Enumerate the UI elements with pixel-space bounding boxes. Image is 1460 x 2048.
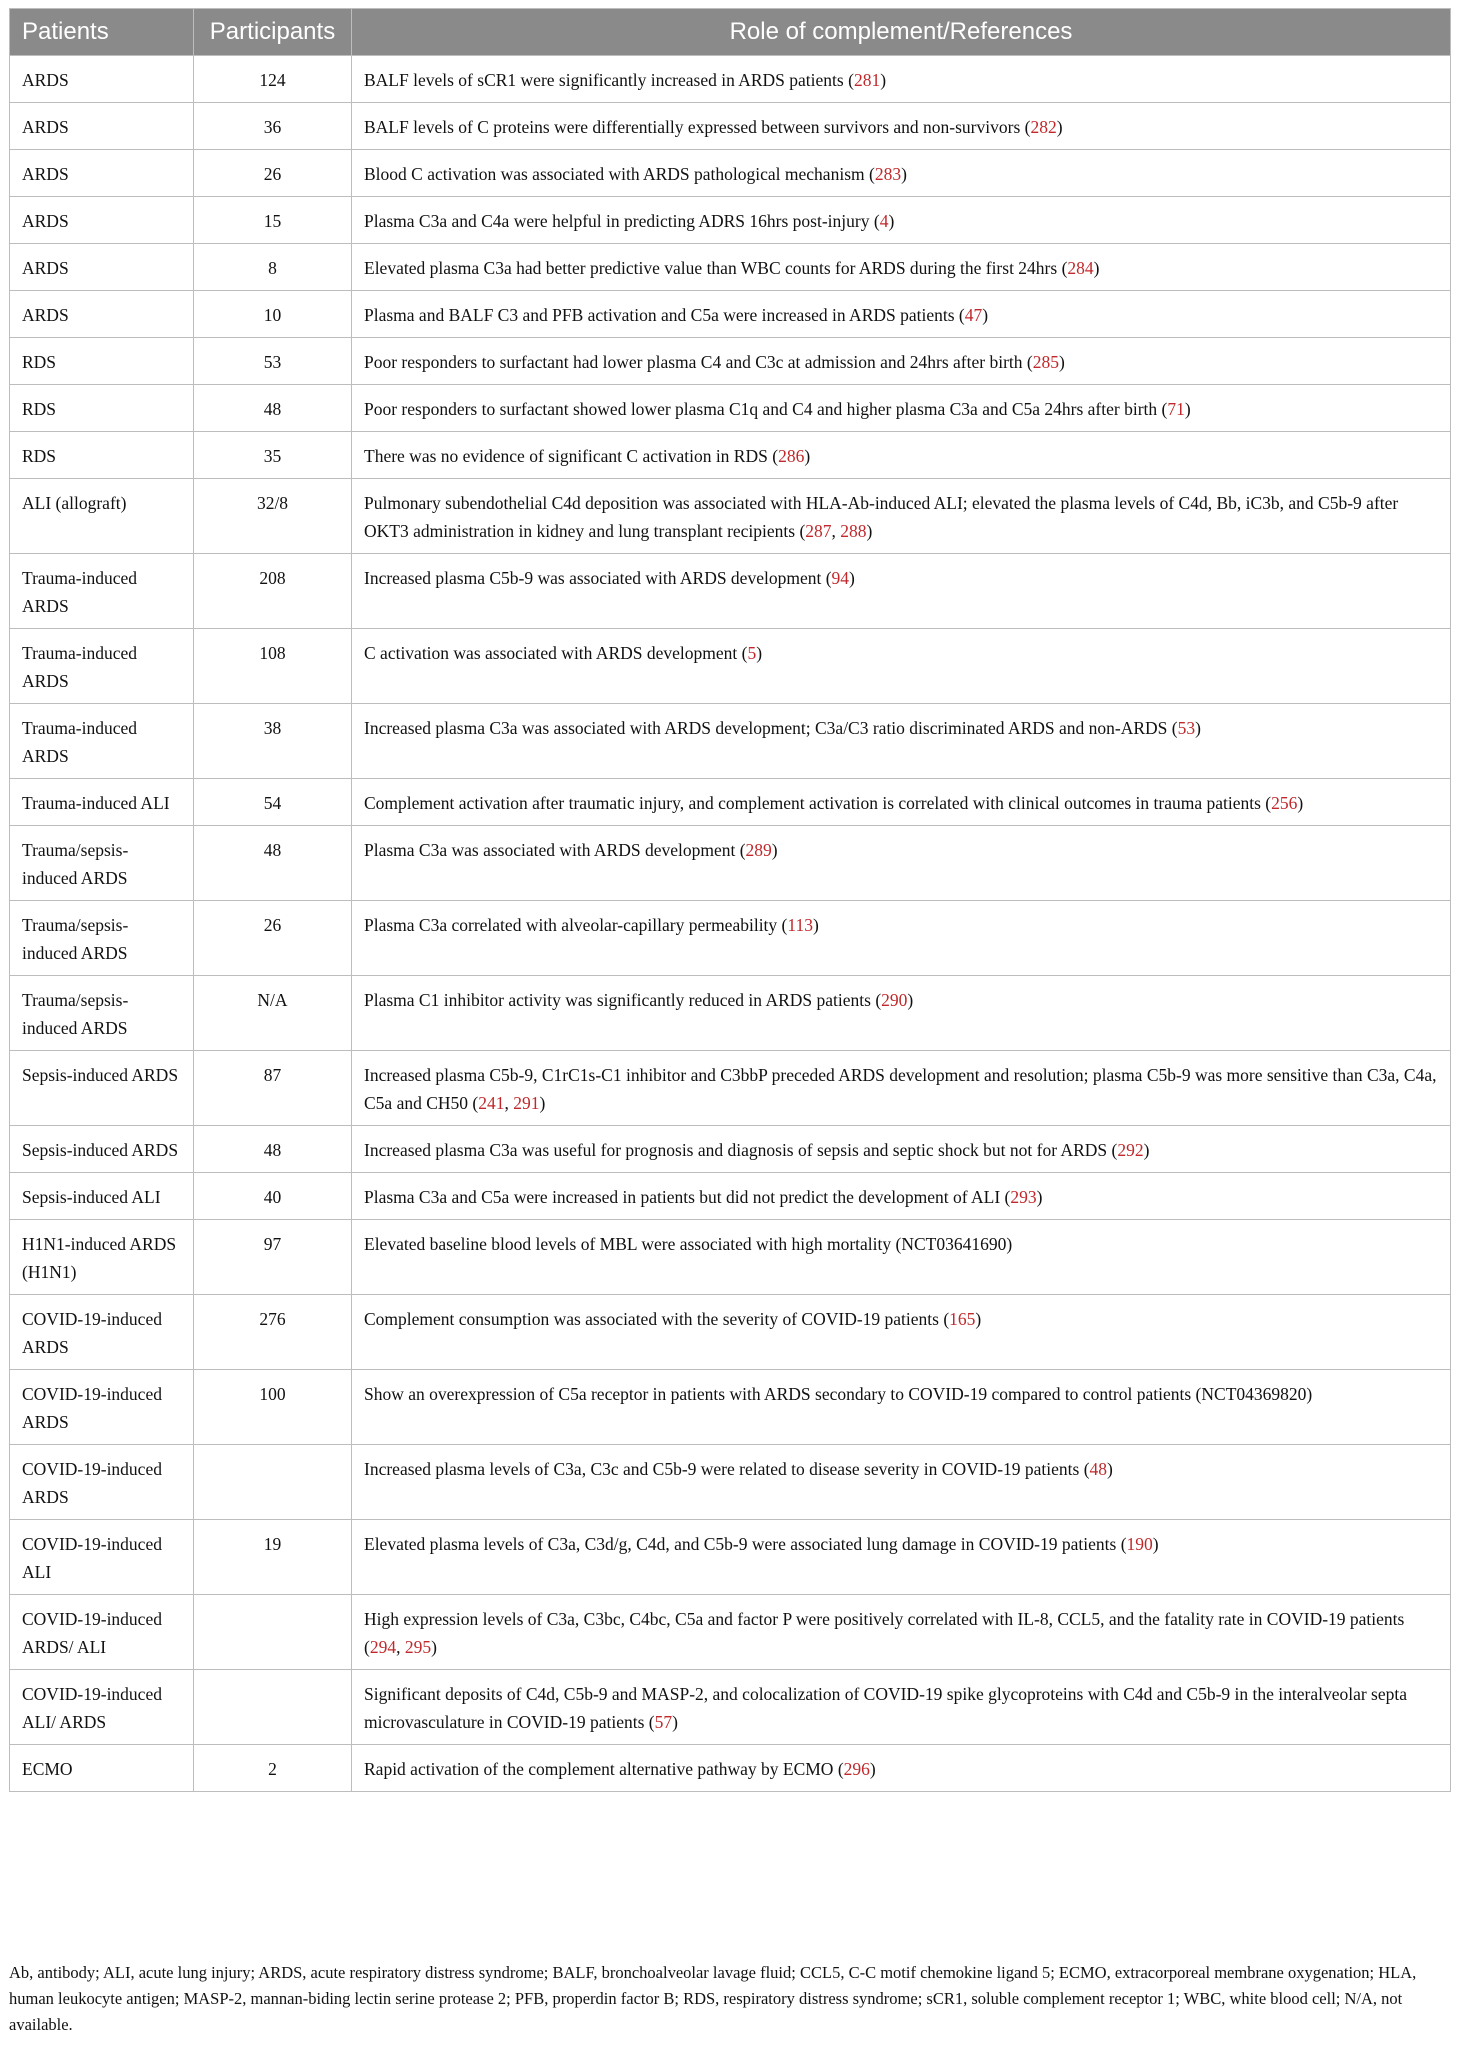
reference-link[interactable]: 256 bbox=[1271, 793, 1298, 813]
cell-participants bbox=[194, 1595, 352, 1670]
cell-patients: RDS bbox=[10, 432, 194, 479]
reference-link[interactable]: 71 bbox=[1167, 399, 1185, 419]
role-text: Increased plasma C3a was useful for prognosis and diagnosis of sepsis and septic shock but not for ARDS ( bbox=[364, 1140, 1118, 1160]
cell-role bbox=[352, 779, 1451, 826]
role-text: Increased plasma C5b-9, C1rC1s-C1 inhibitor and C3bbP preceded ARDS development and resolution; plasma C5b-9 was more sensitive than C3a, C4a, C5a and CH50 ( bbox=[364, 1065, 1437, 1113]
role-text: ) bbox=[1093, 258, 1100, 278]
reference-link[interactable]: 281 bbox=[853, 70, 881, 90]
table-row bbox=[10, 56, 1451, 103]
cell-role bbox=[352, 1051, 1451, 1126]
role-text: ) bbox=[756, 643, 763, 663]
reference-link[interactable]: 290 bbox=[881, 990, 908, 1010]
role-text: Rapid activation of the complement alternative pathway by ECMO ( bbox=[364, 1759, 844, 1779]
cell-patients: H1N1-induced ARDS (H1N1) bbox=[10, 1220, 194, 1295]
table-row bbox=[10, 1670, 1451, 1745]
cell-patients: Sepsis-induced ALI bbox=[10, 1173, 194, 1220]
cell-participants: 276 bbox=[194, 1295, 352, 1370]
cell-role bbox=[352, 1220, 1451, 1295]
cell-participants: N/A bbox=[194, 976, 352, 1051]
role-text: Plasma C3a and C4a were helpful in predicting ADRS 16hrs post-injury ( bbox=[364, 211, 880, 231]
cell-patients: Sepsis-induced ARDS bbox=[10, 1126, 194, 1173]
cell-patients: Trauma-induced ALI bbox=[10, 779, 194, 826]
cell-patients: COVID-19-induced ARDS bbox=[10, 1370, 194, 1445]
table-header bbox=[10, 9, 1451, 56]
reference-link[interactable]: 241 bbox=[478, 1093, 505, 1113]
reference-link[interactable]: 53 bbox=[1177, 718, 1196, 738]
cell-role bbox=[352, 629, 1451, 704]
role-text: Complement consumption was associated with the severity of COVID-19 patients ( bbox=[364, 1309, 950, 1329]
role-text: ) bbox=[812, 915, 819, 935]
reference-link[interactable]: 4 bbox=[879, 211, 889, 231]
role-text: ) bbox=[975, 1309, 982, 1329]
cell-role bbox=[352, 1370, 1451, 1445]
complement-table bbox=[9, 8, 1451, 1792]
cell-patients: Trauma/sepsis-induced ARDS bbox=[10, 826, 194, 901]
reference-link[interactable]: 5 bbox=[747, 643, 757, 663]
cell-participants: 2 bbox=[194, 1745, 352, 1792]
cell-patients: Trauma-induced ARDS bbox=[10, 554, 194, 629]
cell-participants: 54 bbox=[194, 779, 352, 826]
cell-patients: ECMO bbox=[10, 1745, 194, 1792]
table-row bbox=[10, 244, 1451, 291]
table-row bbox=[10, 554, 1451, 629]
reference-link[interactable]: 286 bbox=[778, 446, 805, 466]
cell-patients: COVID-19-induced ALI bbox=[10, 1520, 194, 1595]
cell-role bbox=[352, 244, 1451, 291]
table-footnote: Ab, antibody; ALI, acute lung injury; ARDS, acute respiratory distress syndrome; BALF, bronchoalveolar lavage fluid; CCL5, C-C motif chemokine ligand 5; ECMO, extracorporeal membrane oxygenation; HLA, human leukocyte antigen; MASP-2, mannan-biding lectin serine protease 2; PFB, properdin factor B; RDS, respiratory distress syndrome; sCR1, soluble complement receptor 1; WBC, white blood cell; N/A, not available. bbox=[9, 1963, 1417, 2034]
cell-participants: 100 bbox=[194, 1370, 352, 1445]
table-row bbox=[10, 1595, 1451, 1670]
table-row bbox=[10, 1745, 1451, 1792]
role-text: ) bbox=[907, 990, 914, 1010]
cell-participants: 15 bbox=[194, 197, 352, 244]
header-role: Role of complement/References bbox=[352, 9, 1451, 56]
role-text: Plasma C3a correlated with alveolar-capillary permeability ( bbox=[364, 915, 788, 935]
cell-participants: 10 bbox=[194, 291, 352, 338]
cell-role bbox=[352, 1173, 1451, 1220]
cell-patients: ARDS bbox=[10, 103, 194, 150]
cell-role bbox=[352, 976, 1451, 1051]
role-text: High expression levels of C3a, C3bc, C4bc, C5a and factor P were positively correlated with IL-8, CCL5, and the fatality rate in COVID-19 patients ( bbox=[364, 1609, 1405, 1657]
cell-participants: 97 bbox=[194, 1220, 352, 1295]
table-body bbox=[10, 56, 1451, 1792]
role-text: Plasma C1 inhibitor activity was significantly reduced in ARDS patients ( bbox=[364, 990, 882, 1010]
table-row bbox=[10, 629, 1451, 704]
cell-role bbox=[352, 1445, 1451, 1520]
cell-patients: ARDS bbox=[10, 197, 194, 244]
role-text: Poor responders to surfactant showed lower plasma C1q and C4 and higher plasma C3a and C5a 24hrs after birth ( bbox=[364, 399, 1168, 419]
table-row bbox=[10, 779, 1451, 826]
role-text: Increased plasma C5b-9 was associated with ARDS development ( bbox=[364, 568, 832, 588]
table-row bbox=[10, 1370, 1451, 1445]
role-text: , bbox=[396, 1637, 405, 1657]
header-patients: Patients bbox=[10, 9, 194, 56]
role-text: ) bbox=[1056, 117, 1063, 137]
role-text: , bbox=[504, 1093, 514, 1113]
table-row bbox=[10, 1295, 1451, 1370]
table-row bbox=[10, 338, 1451, 385]
cell-patients: COVID-19-induced ARDS/ ALI bbox=[10, 1595, 194, 1670]
cell-role bbox=[352, 1295, 1451, 1370]
cell-patients: COVID-19-induced ALI/ ARDS bbox=[10, 1670, 194, 1745]
role-text: ) bbox=[901, 164, 907, 184]
cell-participants: 87 bbox=[194, 1051, 352, 1126]
role-text: Complement activation after traumatic injury, and complement activation is correlated with clinical outcomes in trauma patients ( bbox=[364, 793, 1272, 813]
cell-patients: ARDS bbox=[10, 56, 194, 103]
reference-link[interactable]: 287 bbox=[805, 521, 832, 541]
table-row bbox=[10, 479, 1451, 554]
role-text: ) bbox=[849, 568, 855, 588]
reference-link[interactable]: 285 bbox=[1032, 352, 1059, 372]
role-text: Poor responders to surfactant had lower plasma C4 and C3c at admission and 24hrs after birth ( bbox=[364, 352, 1033, 372]
cell-participants bbox=[194, 1670, 352, 1745]
table-row bbox=[10, 197, 1451, 244]
role-text: ) bbox=[1143, 1140, 1150, 1160]
role-text: Elevated plasma C3a had better predictive value than WBC counts for ARDS during the first 24hrs ( bbox=[364, 258, 1068, 278]
role-text: Pulmonary subendothelial C4d deposition was associated with HLA-Ab-induced ALI; elevated the plasma levels of C4d, Bb, iC3b, and C5b-9 after OKT3 administration in kidney and lung transplant recipients ( bbox=[364, 493, 1399, 541]
cell-role bbox=[352, 385, 1451, 432]
cell-patients: Trauma/sepsis-induced ARDS bbox=[10, 901, 194, 976]
table-row bbox=[10, 1220, 1451, 1295]
role-text: BALF levels of sCR1 were significantly increased in ARDS patients ( bbox=[364, 70, 854, 90]
cell-role bbox=[352, 826, 1451, 901]
role-text: ) bbox=[1036, 1187, 1043, 1207]
cell-role bbox=[352, 1126, 1451, 1173]
role-text: Blood C activation was associated with ARDS pathological mechanism ( bbox=[364, 164, 875, 184]
role-text: ) bbox=[1184, 399, 1191, 419]
role-text: ) bbox=[804, 446, 811, 466]
table-row bbox=[10, 291, 1451, 338]
role-text: , bbox=[831, 521, 841, 541]
role-text: Elevated baseline blood levels of MBL were associated with high mortality (NCT03641690) bbox=[364, 1234, 1013, 1254]
role-text: C activation was associated with ARDS development ( bbox=[364, 643, 748, 663]
role-text: ) bbox=[771, 840, 778, 860]
role-text: ) bbox=[1297, 793, 1304, 813]
role-text: ) bbox=[982, 305, 989, 325]
reference-link[interactable]: 190 bbox=[1126, 1534, 1153, 1554]
reference-link[interactable]: 57 bbox=[654, 1712, 673, 1732]
cell-patients: Trauma-induced ARDS bbox=[10, 629, 194, 704]
cell-role bbox=[352, 901, 1451, 976]
cell-role bbox=[352, 554, 1451, 629]
role-text: Plasma C3a and C5a were increased in patients but did not predict the development of ALI ( bbox=[364, 1187, 1011, 1207]
role-text: Plasma C3a was associated with ARDS development ( bbox=[364, 840, 746, 860]
reference-link[interactable]: 94 bbox=[831, 568, 850, 588]
role-text: Significant deposits of C4d, C5b-9 and MASP-2, and colocalization of COVID-19 spike glycoproteins with C4d and C5b-9 in the interalveolar septa microvasculature in COVID-19 patients ( bbox=[364, 1684, 1408, 1732]
table-row bbox=[10, 704, 1451, 779]
cell-participants: 48 bbox=[194, 1126, 352, 1173]
cell-participants: 48 bbox=[194, 385, 352, 432]
reference-link[interactable]: 291 bbox=[513, 1093, 540, 1113]
cell-role bbox=[352, 56, 1451, 103]
table-row bbox=[10, 901, 1451, 976]
role-text: ) bbox=[1195, 718, 1201, 738]
reference-link[interactable]: 296 bbox=[843, 1759, 870, 1779]
role-text: ) bbox=[431, 1637, 437, 1657]
role-text: ) bbox=[1152, 1534, 1159, 1554]
role-text: Plasma and BALF C3 and PFB activation and C5a were increased in ARDS patients ( bbox=[364, 305, 965, 325]
cell-participants: 35 bbox=[194, 432, 352, 479]
cell-role bbox=[352, 1670, 1451, 1745]
cell-patients: Trauma/sepsis-induced ARDS bbox=[10, 976, 194, 1051]
role-text: BALF levels of C proteins were differentially expressed between survivors and non-survivors ( bbox=[364, 117, 1031, 137]
cell-participants: 40 bbox=[194, 1173, 352, 1220]
role-text: ) bbox=[1058, 352, 1065, 372]
role-text: There was no evidence of significant C activation in RDS ( bbox=[364, 446, 779, 466]
role-text: ) bbox=[1107, 1459, 1113, 1479]
role-text: ) bbox=[539, 1093, 546, 1113]
cell-role bbox=[352, 1520, 1451, 1595]
header-participants: Participants bbox=[194, 9, 352, 56]
reference-link[interactable]: 48 bbox=[1089, 1459, 1108, 1479]
role-text: ) bbox=[672, 1712, 678, 1732]
table-row bbox=[10, 1126, 1451, 1173]
cell-role bbox=[352, 197, 1451, 244]
cell-participants: 38 bbox=[194, 704, 352, 779]
cell-participants: 48 bbox=[194, 826, 352, 901]
reference-link[interactable]: 288 bbox=[840, 521, 867, 541]
cell-role bbox=[352, 432, 1451, 479]
reference-link[interactable]: 294 bbox=[369, 1637, 397, 1657]
cell-participants: 32/8 bbox=[194, 479, 352, 554]
reference-link[interactable]: 165 bbox=[949, 1309, 976, 1329]
table-row bbox=[10, 103, 1451, 150]
cell-role bbox=[352, 1595, 1451, 1670]
role-text: ) bbox=[869, 1759, 876, 1779]
cell-patients: COVID-19-induced ARDS bbox=[10, 1295, 194, 1370]
reference-link[interactable]: 284 bbox=[1067, 258, 1094, 278]
cell-participants: 19 bbox=[194, 1520, 352, 1595]
cell-role bbox=[352, 291, 1451, 338]
role-text: ) bbox=[888, 211, 895, 231]
cell-participants: 26 bbox=[194, 901, 352, 976]
table-row bbox=[10, 1051, 1451, 1126]
table-row bbox=[10, 976, 1451, 1051]
cell-patients: ARDS bbox=[10, 291, 194, 338]
reference-link[interactable]: 283 bbox=[874, 164, 902, 184]
cell-participants: 36 bbox=[194, 103, 352, 150]
role-text: Show an overexpression of C5a receptor in patients with ARDS secondary to COVID-19 compared to control patients (NCT04369820) bbox=[364, 1384, 1313, 1404]
reference-link[interactable]: 113 bbox=[787, 915, 813, 935]
reference-link[interactable]: 292 bbox=[1117, 1140, 1144, 1160]
cell-role bbox=[352, 150, 1451, 197]
cell-role bbox=[352, 1745, 1451, 1792]
role-text: Elevated plasma levels of C3a, C3d/g, C4d, and C5b-9 were associated lung damage in COVID-19 patients ( bbox=[364, 1534, 1127, 1554]
role-text: ) bbox=[880, 70, 887, 90]
cell-participants: 124 bbox=[194, 56, 352, 103]
header-row bbox=[10, 9, 1451, 56]
cell-participants: 53 bbox=[194, 338, 352, 385]
cell-patients: Sepsis-induced ARDS bbox=[10, 1051, 194, 1126]
role-text: Increased plasma C3a was associated with ARDS development; C3a/C3 ratio discriminated ARDS and non-ARDS ( bbox=[364, 718, 1178, 738]
cell-role bbox=[352, 338, 1451, 385]
table-row bbox=[10, 1173, 1451, 1220]
cell-patients: ARDS bbox=[10, 150, 194, 197]
table-row bbox=[10, 1445, 1451, 1520]
table-row bbox=[10, 150, 1451, 197]
cell-patients: Trauma-induced ARDS bbox=[10, 704, 194, 779]
cell-participants bbox=[194, 1445, 352, 1520]
table-row bbox=[10, 1520, 1451, 1595]
table-row bbox=[10, 385, 1451, 432]
cell-participants: 26 bbox=[194, 150, 352, 197]
cell-role bbox=[352, 479, 1451, 554]
cell-patients: RDS bbox=[10, 338, 194, 385]
cell-role bbox=[352, 103, 1451, 150]
table-row bbox=[10, 826, 1451, 901]
cell-participants: 108 bbox=[194, 629, 352, 704]
cell-patients: COVID-19-induced ARDS bbox=[10, 1445, 194, 1520]
cell-role bbox=[352, 704, 1451, 779]
cell-patients: ARDS bbox=[10, 244, 194, 291]
reference-link[interactable]: 47 bbox=[964, 305, 983, 325]
role-text: ) bbox=[866, 521, 873, 541]
role-text: Increased plasma levels of C3a, C3c and C5b-9 were related to disease severity in COVID-19 patients ( bbox=[364, 1459, 1090, 1479]
reference-link[interactable]: 295 bbox=[404, 1637, 432, 1657]
reference-link[interactable]: 293 bbox=[1010, 1187, 1037, 1207]
cell-participants: 8 bbox=[194, 244, 352, 291]
reference-link[interactable]: 289 bbox=[745, 840, 772, 860]
cell-patients: ALI (allograft) bbox=[10, 479, 194, 554]
cell-patients: RDS bbox=[10, 385, 194, 432]
cell-participants: 208 bbox=[194, 554, 352, 629]
reference-link[interactable]: 282 bbox=[1030, 117, 1057, 137]
table-row bbox=[10, 432, 1451, 479]
